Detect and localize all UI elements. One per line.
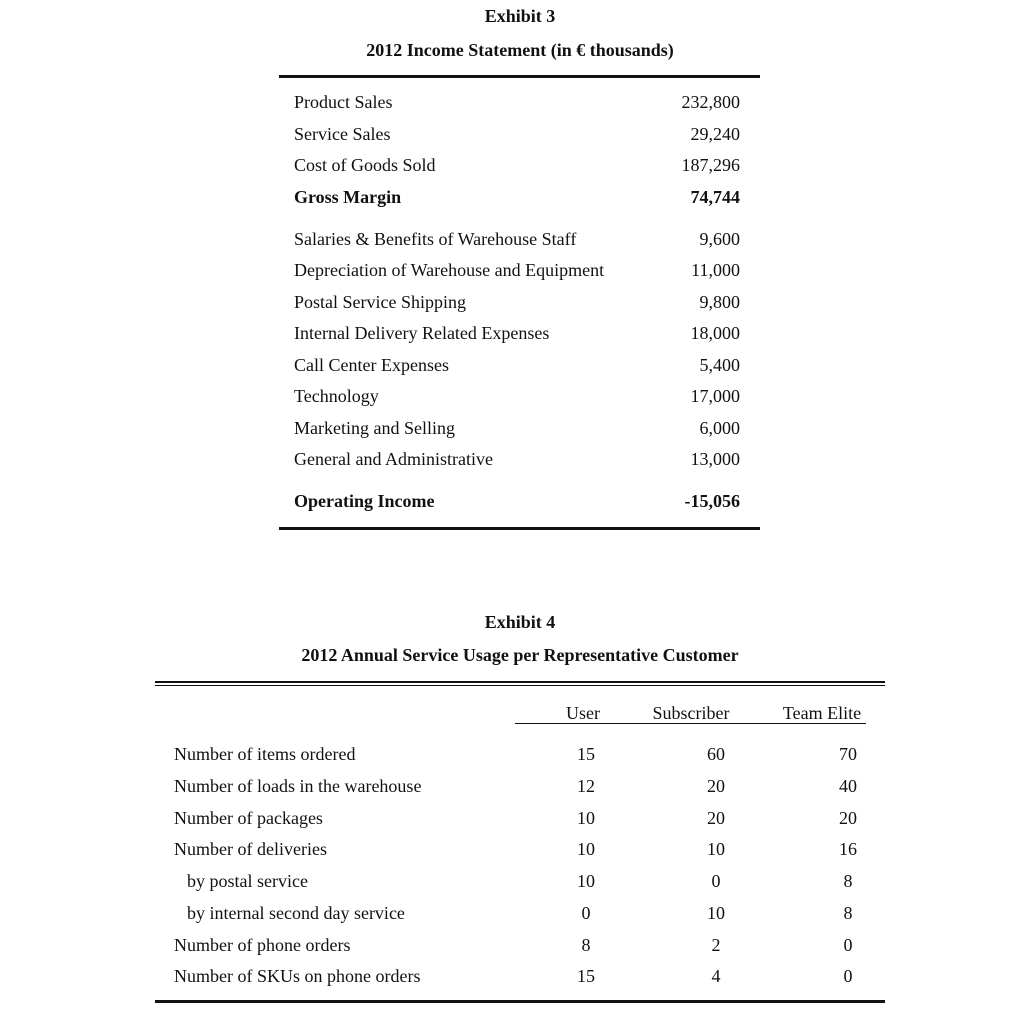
exhibit3-label: Exhibit 3: [484, 6, 556, 26]
exhibit4-title: 2012 Annual Service Usage per Representative Customer: [301, 645, 739, 665]
table-cell: 70: [839, 744, 857, 764]
table-row-value: 9,800: [699, 292, 740, 312]
exhibit4-top-rule: [155, 681, 885, 683]
table-row-value: 13,000: [690, 449, 740, 469]
table-row-label: Number of loads in the warehouse: [174, 776, 422, 796]
table-row-label: Postal Service Shipping: [294, 292, 466, 312]
table-cell: 20: [839, 808, 857, 828]
table-cell: 2: [711, 935, 721, 955]
table-cell: 10: [577, 839, 595, 859]
table-cell: 15: [577, 966, 595, 986]
operating-income-value: -15,056: [684, 491, 740, 511]
exhibit4-top-rule-thin: [155, 685, 885, 686]
column-header-user: User: [566, 703, 600, 723]
table-cell: 10: [707, 839, 725, 859]
table-cell: 4: [711, 966, 721, 986]
table-cell: 10: [707, 903, 725, 923]
column-header-underline: [515, 723, 866, 724]
table-row-label: Number of packages: [174, 808, 323, 828]
table-row-value: 9,600: [699, 229, 740, 249]
exhibit4-bottom-rule: [155, 1000, 885, 1003]
gross-margin-label: Gross Margin: [294, 187, 402, 207]
column-header-team-elite: Team Elite: [782, 703, 862, 723]
table-row-label: Number of phone orders: [174, 935, 351, 955]
table-cell: 20: [707, 808, 725, 828]
table-row-value: 29,240: [690, 124, 740, 144]
table-row-label: by postal service: [187, 871, 308, 891]
table-cell: 0: [581, 903, 591, 923]
table-row-label: General and Administrative: [294, 449, 493, 469]
column-header-subscriber: Subscriber: [652, 703, 730, 723]
table-row-label: Internal Delivery Related Expenses: [294, 323, 550, 343]
table-row-value: 232,800: [681, 92, 740, 112]
table-row-value: 5,400: [699, 355, 740, 375]
exhibit3-top-rule: [279, 75, 760, 78]
table-row-label: Service Sales: [294, 124, 391, 144]
exhibit4-label: Exhibit 4: [484, 612, 556, 632]
table-cell: 15: [577, 744, 595, 764]
table-row-label: Number of SKUs on phone orders: [174, 966, 421, 986]
table-cell: 10: [577, 808, 595, 828]
table-cell: 8: [581, 935, 591, 955]
table-row-value: 18,000: [690, 323, 740, 343]
table-row-value: 187,296: [681, 155, 740, 175]
table-row-label: Cost of Goods Sold: [294, 155, 436, 175]
exhibit3-bottom-rule: [279, 527, 760, 530]
table-row-label: Depreciation of Warehouse and Equipment: [294, 260, 605, 280]
table-cell: 0: [711, 871, 721, 891]
table-row-label: Product Sales: [294, 92, 393, 112]
table-row-label: by internal second day service: [187, 903, 405, 923]
table-row-value: 6,000: [699, 418, 740, 438]
table-row-label: Call Center Expenses: [294, 355, 449, 375]
table-cell: 0: [843, 935, 853, 955]
table-row-label: Number of items ordered: [174, 744, 356, 764]
exhibit3-title: 2012 Income Statement (in € thousands): [366, 40, 674, 60]
table-cell: 8: [843, 871, 853, 891]
table-row-label: Marketing and Selling: [294, 418, 455, 438]
table-row-label: Salaries & Benefits of Warehouse Staff: [294, 229, 577, 249]
table-cell: 8: [843, 903, 853, 923]
table-cell: 12: [577, 776, 595, 796]
table-row-value: 17,000: [690, 386, 740, 406]
table-cell: 40: [839, 776, 857, 796]
table-cell: 20: [707, 776, 725, 796]
gross-margin-value: 74,744: [690, 187, 740, 207]
table-row-value: 11,000: [691, 260, 740, 280]
table-cell: 16: [839, 839, 857, 859]
table-row-label: Number of deliveries: [174, 839, 327, 859]
table-row-label: Technology: [294, 386, 379, 406]
table-cell: 0: [843, 966, 853, 986]
operating-income-label: Operating Income: [294, 491, 435, 511]
table-cell: 10: [577, 871, 595, 891]
table-cell: 60: [707, 744, 725, 764]
